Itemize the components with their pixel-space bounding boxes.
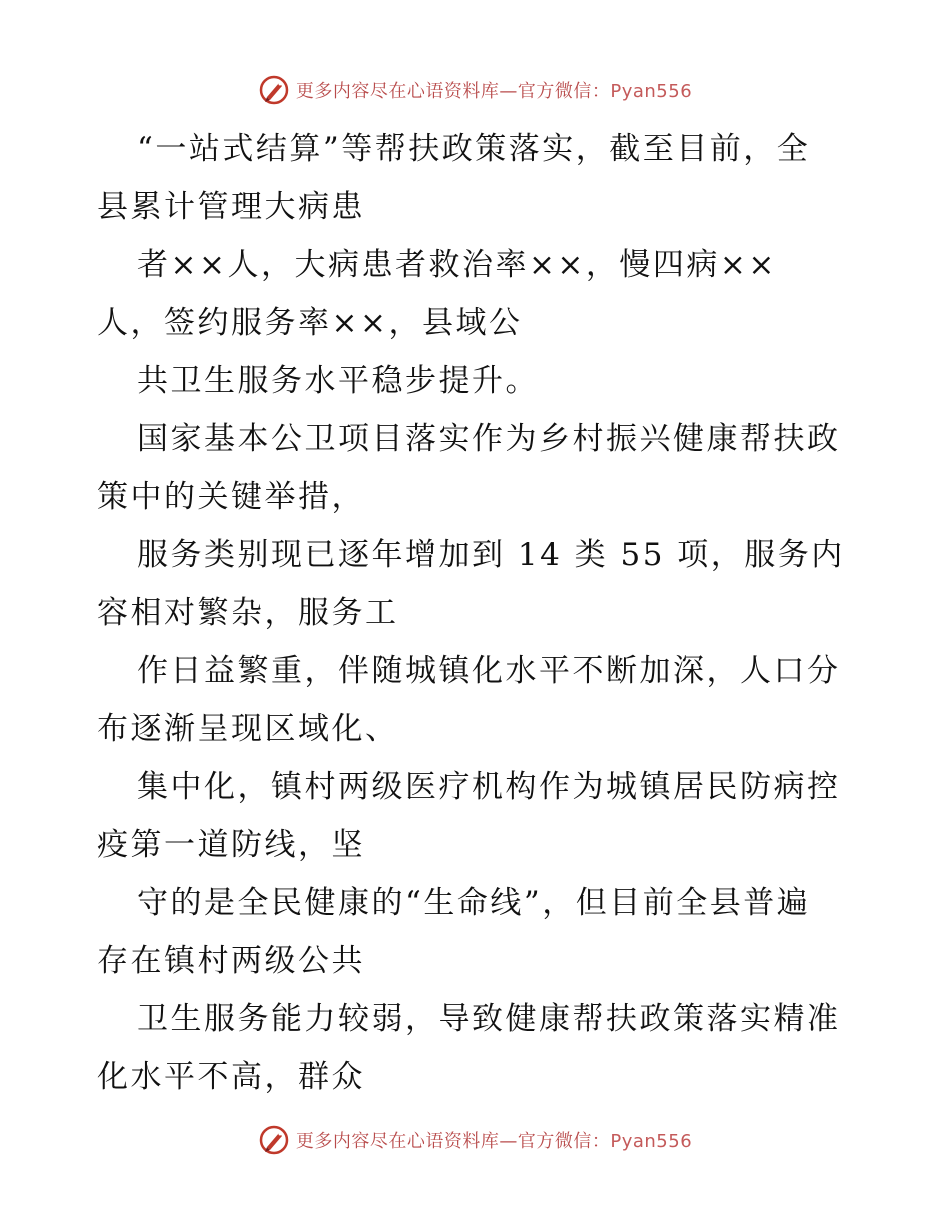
pen-logo-icon: [258, 1124, 290, 1156]
text-line: 存在镇村两级公共: [97, 943, 365, 979]
text-line: 守的是全民健康的“生命线”，但目前全县普遍: [137, 885, 811, 921]
text-line: 化水平不高，群众: [97, 1059, 365, 1095]
text-line: “一站式结算”等帮扶政策落实，截至目前，全: [137, 131, 811, 167]
text-line: 卫生服务能力较弱，导致健康帮扶政策落实精准: [137, 1001, 841, 1037]
text-line: 作日益繁重，伴随城镇化水平不断加深，人口分: [137, 653, 841, 689]
watermark-text: 更多内容尽在心语资料库—官方微信：: [295, 1131, 611, 1152]
pen-logo-icon: [258, 74, 290, 106]
watermark-account: Pyan556: [610, 1131, 693, 1152]
text-line: 县累计管理大病患: [97, 189, 365, 225]
text-line: 人，签约服务率××，县域公: [97, 305, 523, 341]
text-line: 疫第一道防线，坚: [97, 827, 365, 863]
header-watermark: [0, 70, 950, 110]
text-line: 者××人，大病患者救治率××，慢四病××: [137, 247, 777, 283]
document-body: [97, 120, 857, 1106]
text-line: 国家基本公卫项目落实作为乡村振兴健康帮扶政: [137, 421, 841, 457]
watermark-text: 更多内容尽在心语资料库—官方微信：: [295, 81, 611, 102]
footer-watermark: [0, 1120, 950, 1160]
text-line: 服务类别现已逐年增加到 14 类 55 项，服务内: [137, 537, 845, 573]
text-line: 策中的关键举措，: [97, 479, 365, 515]
text-line: 共卫生服务水平稳步提升。: [137, 363, 539, 399]
watermark-account: Pyan556: [610, 81, 693, 102]
text-line: 集中化，镇村两级医疗机构作为城镇居民防病控: [137, 769, 841, 805]
text-line: 容相对繁杂，服务工: [97, 595, 399, 631]
text-line: 布逐渐呈现区域化、: [97, 711, 399, 747]
